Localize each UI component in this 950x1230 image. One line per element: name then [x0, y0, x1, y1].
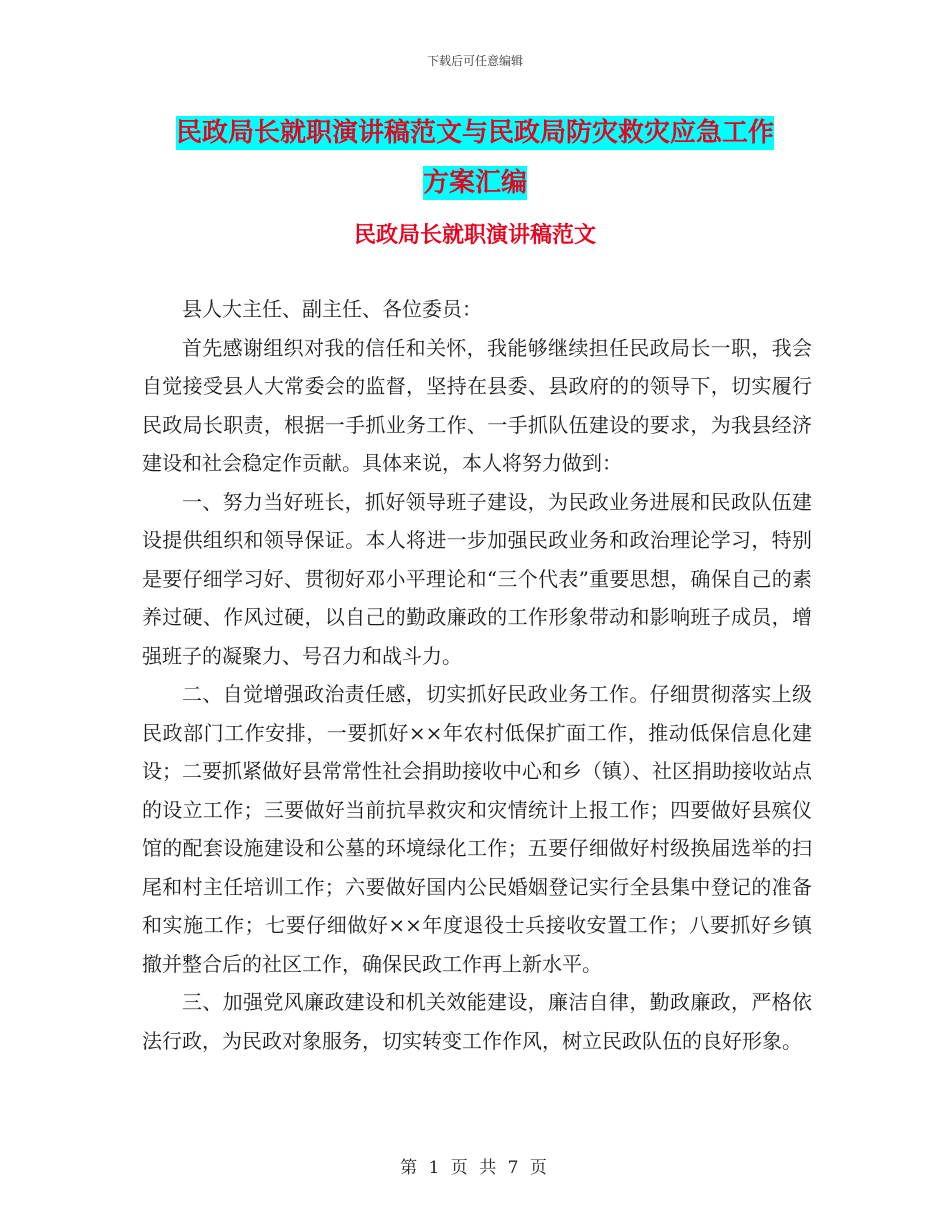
document-title	[0, 108, 950, 208]
paragraph-point-1: 一、努力当好班长，抓好领导班子建设，为民政业务进展和民政队伍建设提供组织和领导保证。本人将进一步加强民政业务和政治理论学习，特别是要仔细学习好、贯彻好邓小平理论和“三个代表”重要思想，确保自己的素养过硬、作风过硬，以自己的勤政廉政的工作形象带动和影响班子成员，增强班子的凝聚力、号召力和战斗力。	[142, 489, 812, 668]
paragraph-intro: 首先感谢组织对我的信任和关怀，我能够继续担任民政局长一职，我会自觉接受县人大常委会的监督，坚持在县委、县政府的的领导下，切实履行民政局长职责，根据一手抓业务工作、一手抓队伍建设的要求，为我县经济建设和社会稳定作贡献。具体来说，本人将努力做到：	[142, 335, 812, 475]
paragraph-salutation: 县人大主任、副主任、各位委员：	[182, 297, 482, 321]
section-title: 民政局长就职演讲稿范文	[353, 223, 596, 248]
body-text	[142, 290, 812, 1060]
paragraph-point-3: 三、加强党风廉政建设和机关效能建设，廉洁自律，勤政廉政，严格依法行政，为民政对象服务，切实转变工作作风，树立民政队伍的良好形象。	[142, 990, 812, 1053]
page-number: 第 1 页 共 7 页	[400, 1158, 550, 1178]
document-title-line-2: 方案汇编	[422, 168, 527, 198]
paragraph-point-2: 二、自觉增强政治责任感，切实抓好民政业务工作。仔细贯彻落实上级民政部门工作安排，一要抓好××年农村低保扩面工作，推动低保信息化建设；二要抓紧做好县常常性社会捐助接收中心和乡（镇）、社区捐助接收站点的设立工作；三要做好当前抗旱救灾和灾情统计上报工作；四要做好县殡仪馆的配套设施建设和公墓的环境绿化工作；五要仔细做好村级换届选举的扫尾和村主任培训工作；六要做好国内公民婚姻登记实行全县集中登记的准备和实施工作；七要仔细做好××年度退役士兵接收安置工作；八要抓好乡镇撤并整合后的社区工作，确保民政工作再上新水平。	[142, 682, 812, 976]
document-title-line-1: 民政局长就职演讲稿范文与民政局防灾救灾应急工作	[175, 118, 774, 148]
page-header-note: 下载后可任意编辑	[426, 54, 523, 68]
